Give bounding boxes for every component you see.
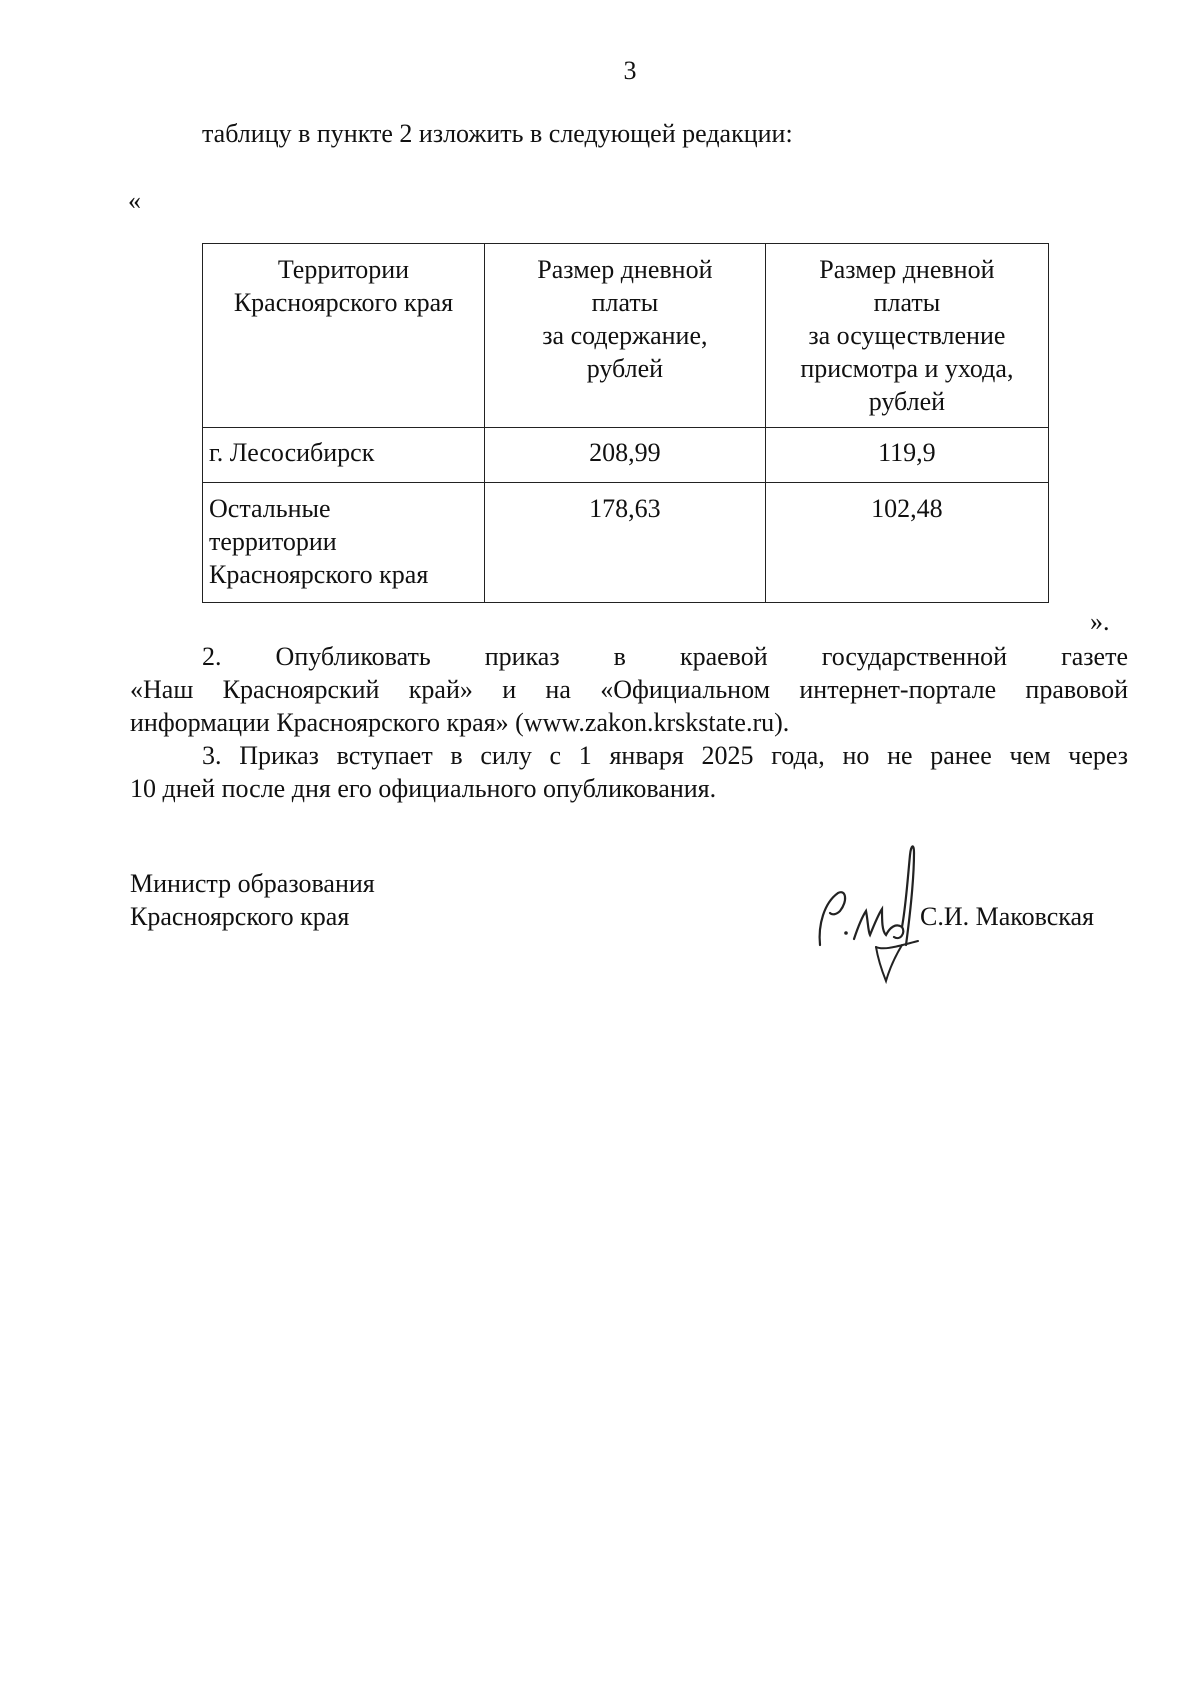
cell-care-fee: 119,9 [765, 428, 1048, 483]
open-quote: « [128, 186, 141, 215]
paragraph-2-line-2: «Наш Красноярский край» и на «Официальном интернет-портале правовой [130, 675, 1128, 704]
header-care-fee: Размер дневной платы за осуществление присмотра и ухода, рублей [765, 244, 1048, 428]
signatory-name: С.И. Маковская [920, 902, 1094, 931]
header-territories: Территории Красноярского края [203, 244, 485, 428]
cell-territory: Остальные территории Красноярского края [203, 483, 485, 603]
cell-territory: г. Лесосибирск [203, 428, 485, 483]
signatory-title-line-2: Красноярского края [130, 902, 350, 931]
close-quote: ». [1090, 607, 1110, 636]
table-row [203, 483, 1049, 603]
rates-table [202, 243, 1049, 603]
cell-care-fee: 102,48 [765, 483, 1048, 603]
paragraph-2-line-3: информации Красноярского края» (www.zakon.krskstate.ru). [130, 708, 790, 737]
signatory-title-line-1: Министр образования [130, 869, 375, 898]
cell-maintenance-fee: 178,63 [485, 483, 766, 603]
header-maintenance-fee: Размер дневной платы за содержание, рублей [485, 244, 766, 428]
page-number: 3 [623, 56, 637, 85]
paragraph-3-line-1: 3. Приказ вступает в силу с 1 января 2025 года, но не ранее чем через [202, 741, 1128, 770]
intro-text: таблицу в пункте 2 изложить в следующей редакции: [202, 119, 793, 148]
table-header-row [203, 244, 1049, 428]
cell-maintenance-fee: 208,99 [485, 428, 766, 483]
paragraph-2-line-1: 2. Опубликовать приказ в краевой государственной газете [202, 642, 1128, 671]
paragraph-3-line-2: 10 дней после дня его официального опубликования. [130, 774, 717, 803]
table-row [203, 428, 1049, 483]
